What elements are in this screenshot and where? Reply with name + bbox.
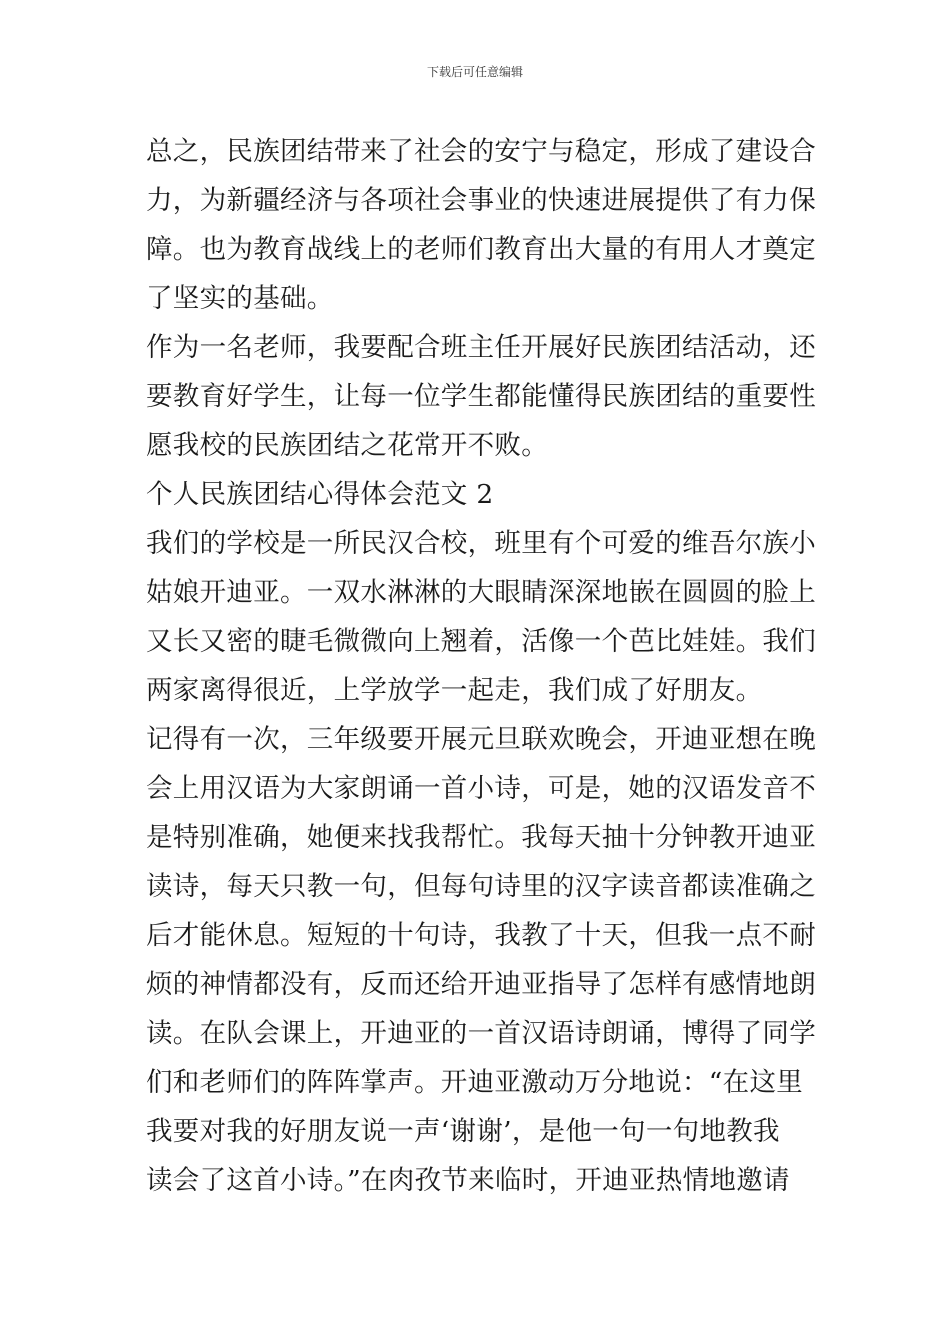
document-body <box>146 127 826 1205</box>
text-line: 是特别准确，她便来找我帮忙。我每天抽十分钟教开迪亚 <box>146 822 816 853</box>
text-line: 要教育好学生，让每一位学生都能懂得民族团结的重要性 <box>146 381 816 412</box>
page-header: 下载后可任意编辑 <box>426 65 523 79</box>
text-line: 两家离得很近，上学放学一起走，我们成了好朋友。 <box>146 675 763 706</box>
text-line: 作为一名老师，我要配合班主任开展好民族团结活动，还 <box>146 332 816 363</box>
text-line: 记得有一次，三年级要开展元旦联欢晚会，开迪亚想在晚 <box>146 724 816 755</box>
text-line: 读会了这首小诗。”在肉孜节来临时，开迪亚热情地邀请 <box>146 1165 790 1196</box>
text-line: 烦的神情都没有，反而还给开迪亚指导了怎样有感情地朗 <box>146 969 816 1000</box>
text-line: 们和老师们的阵阵掌声。开迪亚激动万分地说：“在这里 <box>146 1067 804 1098</box>
text-line: 姑娘开迪亚。一双水淋淋的大眼睛深深地嵌在圆圆的脸上 <box>146 577 816 608</box>
text-line: 愿我校的民族团结之花常开不败。 <box>146 430 548 461</box>
text-line: 我们的学校是一所民汉合校，班里有个可爱的维吾尔族小 <box>146 528 816 559</box>
text-line: 后才能休息。短短的十句诗，我教了十天，但我一点不耐 <box>146 920 816 951</box>
text-line: 读。在队会课上，开迪亚的一首汉语诗朗诵，博得了同学 <box>146 1018 816 1049</box>
section-heading: 个人民族团结心得体会范文 2 <box>146 479 494 510</box>
text-line: 又长又密的睫毛微微向上翘着，活像一个芭比娃娃。我们 <box>146 626 816 657</box>
text-line: 力，为新疆经济与各项社会事业的快速进展提供了有力保 <box>146 185 816 216</box>
text-line: 读诗，每天只教一句，但每句诗里的汉字读音都读准确之 <box>146 871 816 902</box>
text-line: 我要对我的好朋友说一声‘谢谢’，是他一句一句地教我 <box>146 1116 780 1147</box>
text-line: 了坚实的基础。 <box>146 283 334 314</box>
text-line: 会上用汉语为大家朗诵一首小诗，可是，她的汉语发音不 <box>146 773 816 804</box>
text-line: 障。也为教育战线上的老师们教育出大量的有用人才奠定 <box>146 234 816 265</box>
text-line: 总之，民族团结带来了社会的安宁与稳定，形成了建设合 <box>146 136 816 167</box>
